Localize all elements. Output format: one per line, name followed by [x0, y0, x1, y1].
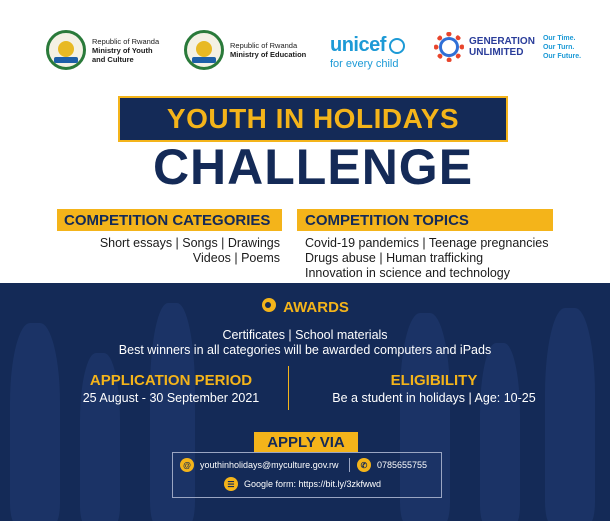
gen-tag-2: Our Turn.: [542, 43, 575, 51]
logo-ministry-education: [184, 30, 306, 70]
gen-line-2: UNLIMITED: [469, 47, 524, 58]
gen-tag-1: Our Time.: [542, 34, 576, 42]
category-line: Videos | Poems: [192, 251, 280, 265]
awards-line: Certificates | School materials: [222, 328, 388, 342]
logo-ministry-name-2: and Culture: [92, 54, 134, 64]
section-divider: [288, 366, 289, 410]
categories-heading: COMPETITION CATEGORIES: [57, 209, 282, 231]
contact-separator: [349, 458, 350, 472]
logo-generation-unlimited: [434, 32, 581, 62]
awards-line: Best winners in all categories will be awarded computers and iPads: [118, 343, 492, 357]
topic-line: Drugs abuse | Human trafficking: [305, 251, 484, 265]
form-contact[interactable]: [224, 477, 381, 491]
title-line-2: CHALLENGE: [152, 139, 474, 195]
email-icon: @: [180, 458, 194, 472]
unicef-name: unicef: [330, 34, 386, 56]
category-line: Short essays | Songs | Drawings: [99, 236, 280, 250]
awards-heading-row: [0, 298, 610, 316]
rwanda-emblem-icon: [46, 30, 86, 70]
gen-line-1: GENERATION: [469, 36, 535, 47]
eligibility-heading: ELIGIBILITY: [390, 372, 478, 389]
title-box: [118, 96, 508, 142]
gen-tag-3: Our Future.: [542, 52, 582, 60]
logo-ministry-name: Ministry of Youth: [92, 45, 153, 55]
apply-via-label: APPLY VIA: [254, 432, 358, 452]
logo-country: Republic of Rwanda: [92, 36, 160, 46]
application-period: 25 August - 30 September 2021: [82, 391, 260, 405]
topics-heading: COMPETITION TOPICS: [297, 209, 553, 231]
whatsapp-icon: ✆: [357, 458, 371, 472]
title-line-1: YOUTH IN HOLIDAYS: [166, 103, 460, 134]
application-heading: APPLICATION PERIOD: [89, 372, 253, 389]
awards-heading: AWARDS: [283, 298, 349, 316]
unicef-globe-icon: [389, 38, 405, 54]
eligibility-value: Be a student in holidays | Age: 10-25: [332, 391, 536, 405]
rwanda-emblem-icon: [184, 30, 224, 70]
email-contact[interactable]: [180, 458, 339, 472]
logo-country: Republic of Rwanda: [230, 41, 298, 50]
unicef-tagline: for every child: [330, 58, 399, 70]
form-icon: ☰: [224, 477, 238, 491]
phone-number: 0785655755: [377, 460, 428, 470]
logo-unicef: [330, 34, 405, 70]
crowd-silhouette: [480, 343, 520, 521]
topic-line: Covid-19 pandemics | Teenage pregnancies: [305, 236, 549, 250]
logo-ministry-youth: [46, 30, 159, 70]
form-link: Google form: https://bit.ly/3zkfwwd: [244, 479, 382, 489]
logo-ministry-name: Ministry of Education: [230, 50, 307, 59]
phone-contact[interactable]: [357, 458, 427, 472]
email-address: youthinholidays@myculture.gov.rw: [200, 460, 339, 470]
gen-u-ring-icon: [434, 32, 464, 62]
topic-line: Innovation in science and technology: [305, 266, 511, 280]
award-medal-icon: [261, 298, 277, 316]
